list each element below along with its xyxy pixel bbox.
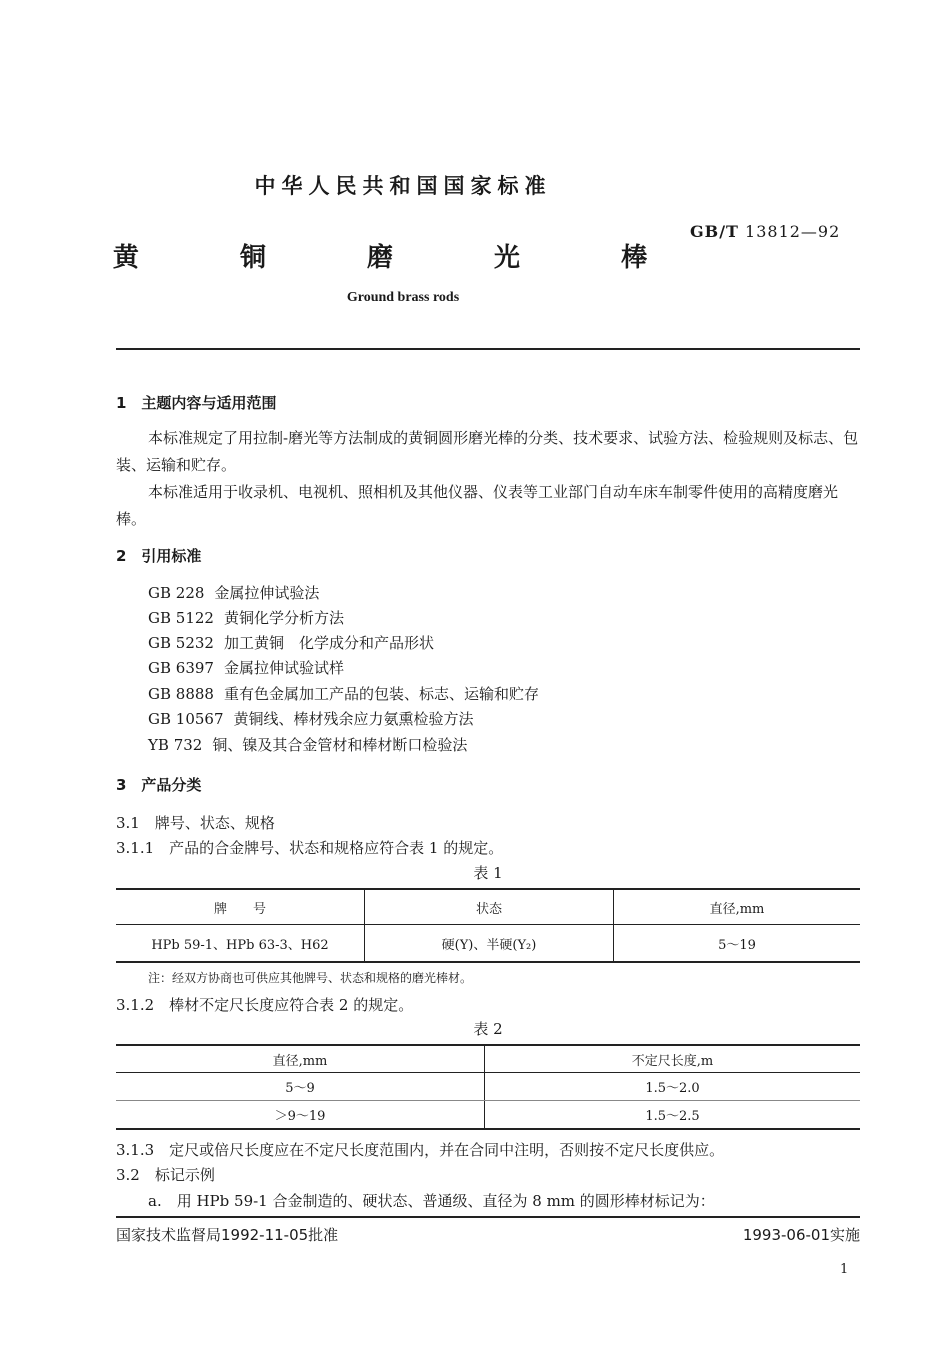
reference-item: GB 10567 黄铜线、棒材残余应力氨熏检验方法 — [148, 710, 474, 728]
table-cell: HPb 59-1、HPb 63-3、H62 — [116, 925, 365, 963]
page-title: 黄 铜 磨 光 棒 — [112, 243, 694, 273]
header-divider — [116, 348, 860, 350]
section-1-heading: 1 主题内容与适用范围 — [116, 394, 277, 412]
table-1-caption: 表 1 — [473, 864, 503, 882]
approval-date: 国家技术监督局1992-11-05批准 — [116, 1226, 339, 1244]
page-number: 1 — [840, 1262, 849, 1277]
clause-3-2: 3.2 标记示例 — [116, 1166, 215, 1184]
reference-item: GB 5232 加工黄铜 化学成分和产品形状 — [148, 634, 434, 652]
english-title: Ground brass rods — [346, 290, 460, 305]
table-header-cell: 直径,mm — [116, 1045, 485, 1073]
reference-item: GB 8888 重有色金属加工产品的包装、标志、运输和贮存 — [148, 685, 539, 703]
table-header-cell: 牌 号 — [116, 889, 365, 925]
standard-code-prefix: GB/T — [690, 222, 739, 241]
reference-item: YB 732 铜、镍及其合金管材和棒材断口检验法 — [148, 736, 468, 754]
table-2-caption: 表 2 — [473, 1020, 503, 1038]
section-2-heading: 2 引用标准 — [116, 547, 202, 565]
standard-code-number: 13812—92 — [745, 222, 841, 241]
table-1-note: 注：经双方协商也可供应其他牌号、状态和规格的磨光棒材。 — [148, 971, 473, 985]
table-header-cell: 状态 — [365, 889, 614, 925]
implementation-date: 1993-06-01实施 — [742, 1226, 860, 1244]
section-1-para-1: 本标准规定了用拉制-磨光等方法制成的黄铜圆形磨光棒的分类、技术要求、试验方法、检验规则及标志、包装、运输和贮存。 — [116, 429, 859, 474]
reference-item: GB 6397 金属拉伸试验试样 — [148, 659, 344, 677]
table-cell: ＞9～19 — [116, 1101, 485, 1130]
reference-item: GB 5122 黄铜化学分析方法 — [148, 609, 344, 627]
table-1 — [116, 888, 860, 963]
table-cell: 1.5～2.5 — [485, 1101, 861, 1130]
footer-divider — [116, 1216, 860, 1218]
section-3-heading: 3 产品分类 — [116, 776, 202, 794]
table-cell: 1.5～2.0 — [485, 1073, 861, 1101]
clause-3-1-1: 3.1.1 产品的合金牌号、状态和规格应符合表 1 的规定。 — [116, 839, 504, 857]
clause-3-1: 3.1 牌号、状态、规格 — [116, 814, 275, 832]
table-cell: 硬(Y)、半硬(Y₂) — [365, 925, 614, 963]
clause-3-1-3: 3.1.3 定尺或倍尺长度应在不定尺长度范围内，并在合同中注明，否则按不定尺长度供应。 — [116, 1141, 725, 1159]
table-header-cell: 直径,mm — [614, 889, 861, 925]
clause-3-1-2: 3.1.2 棒材不定尺长度应符合表 2 的规定。 — [116, 996, 414, 1014]
standard-type: 中华人民共和国国家标准 — [254, 174, 552, 198]
table-cell: 5～19 — [614, 925, 861, 963]
clause-3-2-a: a. 用 HPb 59-1 合金制造的、硬状态、普通级、直径为 8 mm 的圆形棒材标记为： — [148, 1192, 715, 1210]
section-1-para-2: 本标准适用于收录机、电视机、照相机及其他仪器、仪表等工业部门自动车床车制零件使用的高精度磨光棒。 — [116, 483, 839, 528]
table-2 — [116, 1044, 860, 1130]
reference-item: GB 228 金属拉伸试验法 — [148, 584, 320, 602]
table-header-cell: 不定尺长度,m — [485, 1045, 861, 1073]
table-cell: 5～9 — [116, 1073, 485, 1101]
